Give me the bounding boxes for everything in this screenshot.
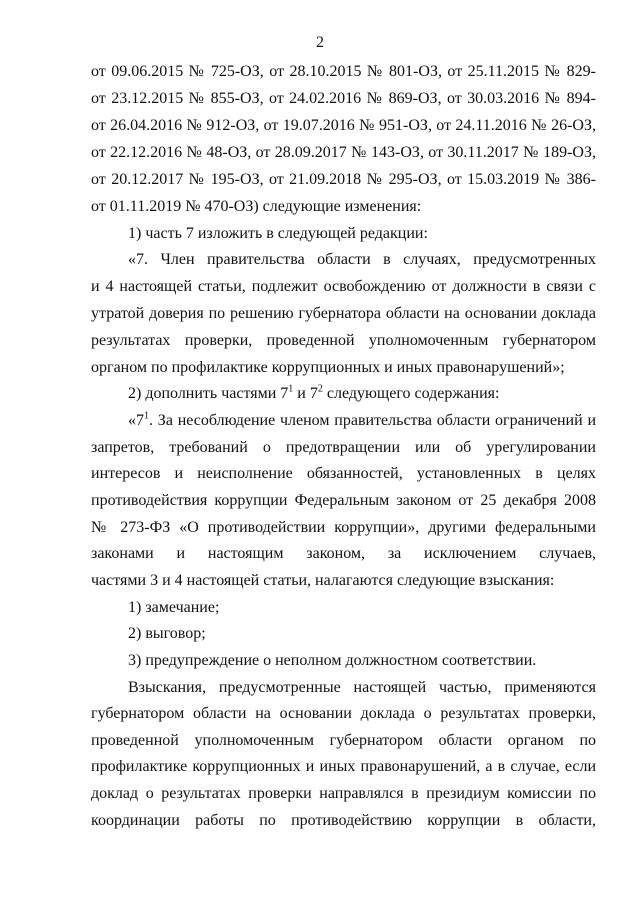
text-line: от 01.11.2019 № 470-ОЗ) следующие изменения: <box>91 198 422 215</box>
text-line: от 20.12.2017 № 195-ОЗ, от 21.09.2018 № 295-ОЗ, от 15.03.2019 № 386- <box>91 171 596 188</box>
text-line: от 22.12.2016 № 48-ОЗ, от 28.09.2017 № 143-ОЗ, от 30.11.2017 № 189-ОЗ, <box>91 144 596 161</box>
paragraph-line: законами и настоящим законом, за исключением случаев, <box>91 545 596 562</box>
text-line: от 09.06.2015 № 725-ОЗ, от 28.10.2015 № 801-ОЗ, от 25.11.2015 № 829- <box>91 63 596 80</box>
superscript: 1 <box>288 383 294 395</box>
paragraph-line: Взыскания, предусмотренные настоящей частью, применяются <box>128 679 596 696</box>
list-item-2-mid: и 7 <box>293 385 318 402</box>
quoted-paragraph-line: «7. Член правительства области в случаях, предусмотренных <box>128 251 596 268</box>
quoted-paragraph-line: и 4 настоящей статьи, подлежит освобождению от должности в связи с <box>91 278 596 295</box>
list-item-2-text: 2) дополнить частями 7 <box>128 385 289 402</box>
page-number: 2 <box>316 34 324 51</box>
quoted-paragraph-line: утратой доверия по решению губернатора области на основании доклада <box>91 305 596 322</box>
text-line: от 26.04.2016 № 912-ОЗ, от 19.07.2016 № 951-ОЗ, от 24.11.2016 № 26-ОЗ, <box>91 117 596 134</box>
list-item-1: 1) часть 7 изложить в следующей редакции: <box>128 225 428 242</box>
text-line: от 23.12.2015 № 855-ОЗ, от 24.02.2016 № 869-ОЗ, от 30.03.2016 № 894- <box>91 90 596 107</box>
quoted-paragraph-line: органом по профилактике коррупционных и иных правонарушений»; <box>91 359 565 376</box>
list-item: 3) предупреждение о неполном должностном соответствии. <box>128 652 537 669</box>
paragraph-line: № 273-ФЗ «О противодействии коррупции», другими федеральными <box>91 519 596 536</box>
paragraph-line: профилактике коррупционных и иных правонарушений, а в случае, если <box>91 758 596 775</box>
superscript: 2 <box>317 383 323 395</box>
part-7-1-head: «7 <box>128 412 144 429</box>
list-item-2 <box>128 384 596 404</box>
list-item: 1) замечание; <box>128 599 220 616</box>
list-item-2-tail: следующего содержания: <box>322 385 500 402</box>
paragraph-line: доклад о результатах проверки направлялся в президиум комиссии по <box>91 785 596 802</box>
paragraph-line: частями 3 и 4 настоящей статьи, налагаются следующие взыскания: <box>91 572 555 589</box>
paragraph-line: проведенной уполномоченным губернатором области органом по <box>91 732 596 749</box>
list-item: 2) выговор; <box>128 625 206 642</box>
superscript: 1 <box>144 411 149 422</box>
paragraph-line: интересов и неисполнение обязанностей, установленных в целях <box>91 465 596 482</box>
paragraph-line: противодействия коррупции Федеральным законом от 25 декабря 2008 <box>91 492 596 509</box>
part-7-1-line <box>128 411 596 431</box>
quoted-paragraph-line: результатах проверки, проведенной уполномоченным губернатором <box>91 332 596 349</box>
part-7-1-text: За несоблюдение членом правительства области ограничений и <box>157 412 596 429</box>
part-7-1-dot: . <box>149 412 153 429</box>
paragraph-line: запретов, требований о предотвращении или об урегулировании <box>91 439 596 456</box>
paragraph-line: губернатором области на основании доклада о результатах проверки, <box>91 705 596 722</box>
paragraph-line: координации работы по противодействию коррупции в области, <box>91 812 596 829</box>
